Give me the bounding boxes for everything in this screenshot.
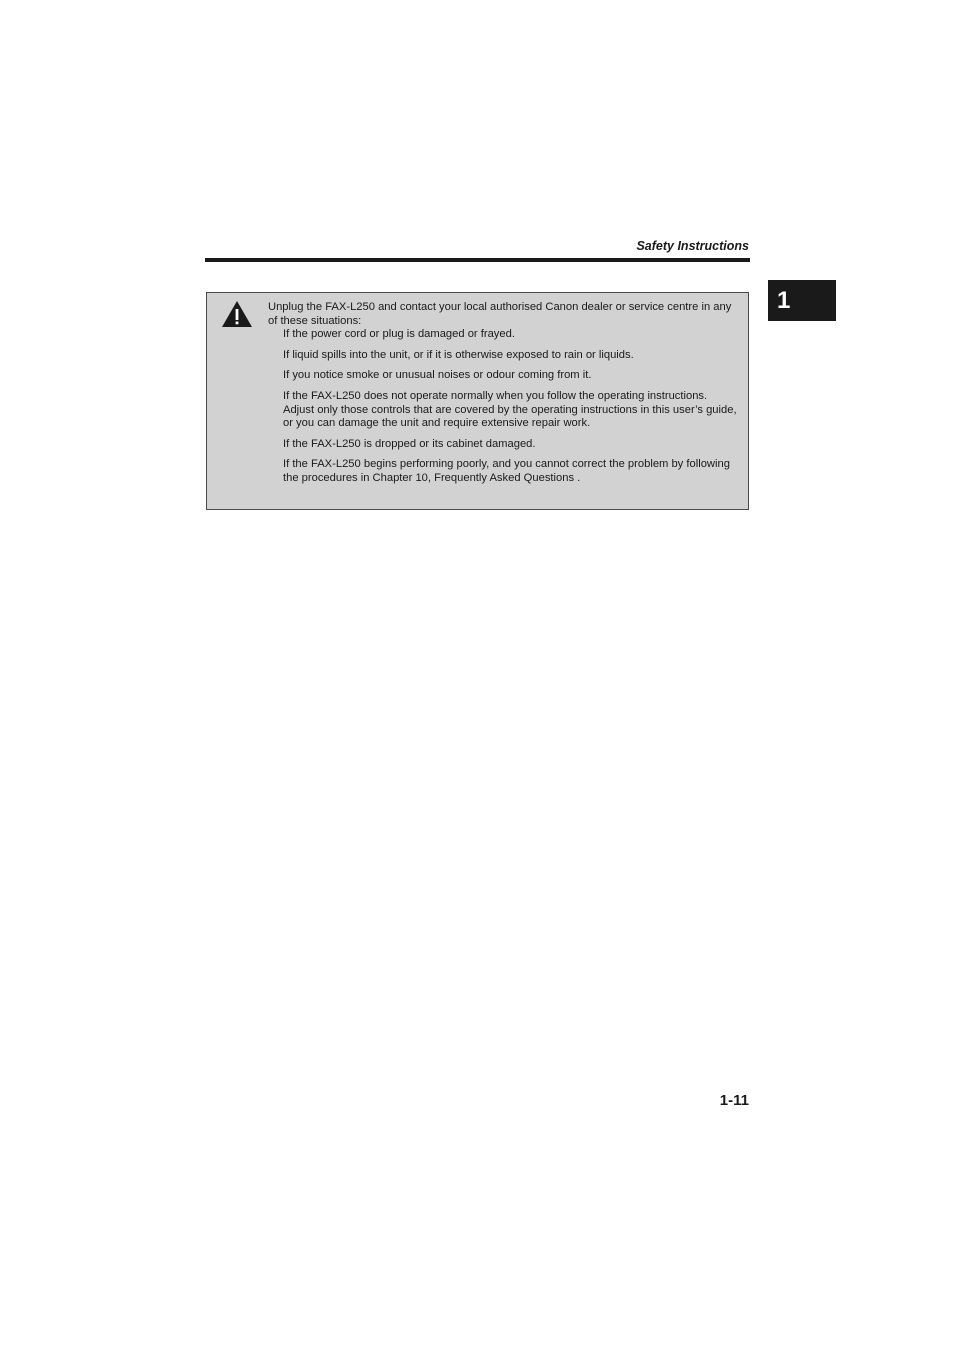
warning-intro: Unplug the FAX-L250 and contact your local authorised Canon dealer or service centre in any of these situations:: [268, 301, 732, 327]
chapter-tab: [768, 280, 836, 321]
warning-list-item: If the power cord or plug is damaged or frayed.: [283, 328, 515, 341]
warning-list: [268, 328, 740, 485]
header-rule: [205, 258, 750, 262]
warning-list-item: If the FAX-L250 begins performing poorly, and you cannot correct the problem by following the procedures in Chapter 10, Frequently Asked Questions .: [283, 458, 730, 484]
warning-list-item: If liquid spills into the unit, or if it is otherwise exposed to rain or liquids.: [283, 348, 634, 361]
warning-box: [206, 292, 749, 510]
warning-list-item: If the FAX-L250 does not operate normally when you follow the operating instructions. Adjust only those controls that are covered by the operating instructions in this user’s guide, or you can damage the unit and require extensive repair work.: [283, 389, 737, 430]
warning-triangle-icon: [221, 300, 253, 328]
warning-list-item: If you notice smoke or unusual noises or odour coming from it.: [283, 369, 592, 382]
warning-list-item: If the FAX-L250 is dropped or its cabinet damaged.: [283, 437, 536, 450]
running-header-title: Safety Instructions: [636, 239, 749, 253]
warning-content: [268, 301, 740, 486]
chapter-number: 1: [777, 287, 791, 314]
page-number: 1-11: [719, 1092, 749, 1109]
